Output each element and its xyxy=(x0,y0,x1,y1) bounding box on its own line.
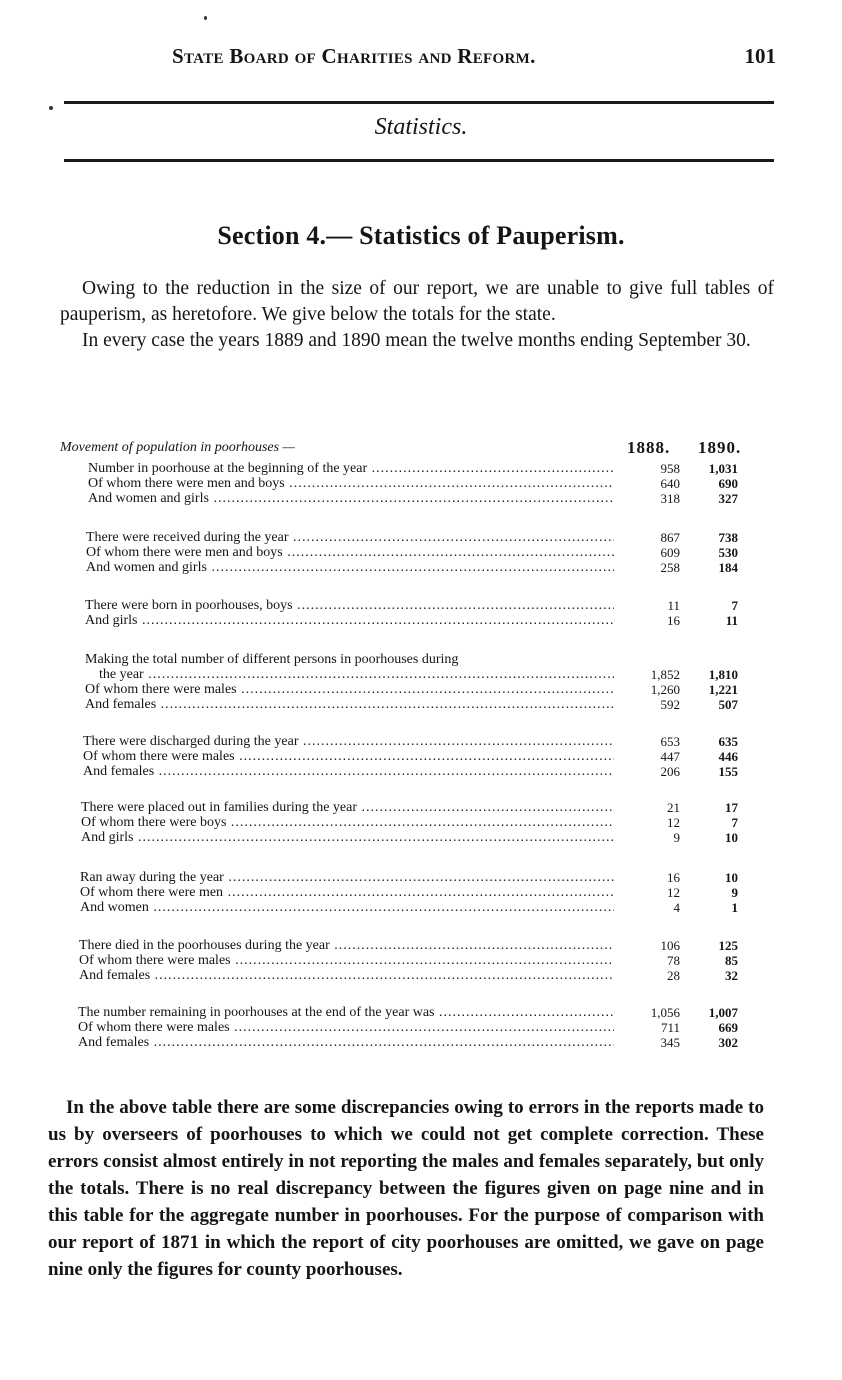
header-rule-top xyxy=(64,101,774,104)
table-row xyxy=(0,800,842,815)
value-1890: 690 xyxy=(718,476,738,491)
value-1888: 16 xyxy=(667,870,680,885)
table-row xyxy=(0,749,842,764)
table-group xyxy=(0,800,842,845)
value-1890: 7 xyxy=(731,815,738,830)
value-1890: 184 xyxy=(718,560,738,575)
table-row xyxy=(0,476,842,491)
value-1890: 327 xyxy=(718,491,738,506)
value-1890: 11 xyxy=(725,613,738,628)
value-1888: 592 xyxy=(660,697,680,712)
value-1890: 125 xyxy=(718,938,738,953)
column-header-1890: 1890. xyxy=(698,438,742,457)
table-row xyxy=(0,938,842,953)
table-group xyxy=(0,938,842,983)
value-1888: 711 xyxy=(660,1020,680,1035)
table-group xyxy=(0,870,842,915)
value-1890: 10 xyxy=(725,870,738,885)
intro-paragraph: In every case the years 1889 and 1890 mean the twelve months ending September 30. xyxy=(82,330,751,351)
table-row xyxy=(0,953,842,968)
table-row xyxy=(0,900,842,915)
table-row xyxy=(0,1020,842,1035)
value-1890: 1 xyxy=(731,900,738,915)
value-1890: 85 xyxy=(725,953,738,968)
table-header xyxy=(60,440,760,460)
row-label: There died in the poorhouses during the year ..... xyxy=(79,938,614,953)
section-label: Statistics. xyxy=(374,114,468,140)
table-row xyxy=(0,491,842,506)
row-label: Of whom there were males ..... xyxy=(85,682,614,697)
row-label: the year ..... xyxy=(99,667,614,682)
value-1890: 9 xyxy=(731,885,738,900)
value-1888: 345 xyxy=(660,1035,680,1050)
value-1888: 9 xyxy=(673,830,680,845)
value-1890: 669 xyxy=(718,1020,738,1035)
value-1888: 4 xyxy=(673,900,680,915)
column-header-1888: 1888. xyxy=(627,438,671,457)
table-row xyxy=(0,764,842,779)
table-group xyxy=(0,1005,842,1050)
value-1890: 1,810 xyxy=(708,667,738,682)
closing-paragraph: In the above table there are some discrepancies owing to errors in the reports made to us by overseers of poorhouses to which we could not get complete correction. These errors consist almost entirely in not reporting the males and females separately, but only the totals. There is no real discrepancy between the figures given on page nine and in this table for the aggregate number in poorhouses. For the purpose of comparison with our report of 1871 in which the report of city poorhouses are omitted, we gave on page nine only the figures for county poorhouses. xyxy=(48,1097,764,1280)
row-label: There were placed out in families during the year ..... xyxy=(81,800,614,815)
value-1888: 16 xyxy=(667,613,680,628)
table-row xyxy=(0,734,842,749)
row-label: Of whom there were boys ..... xyxy=(81,815,614,830)
row-label: Ran away during the year ..... xyxy=(80,870,614,885)
value-1888: 958 xyxy=(660,461,680,476)
table-row xyxy=(0,968,842,983)
value-1888: 653 xyxy=(660,734,680,749)
value-1890: 507 xyxy=(718,697,738,712)
value-1888: 867 xyxy=(660,530,680,545)
value-1890: 635 xyxy=(718,734,738,749)
table-group xyxy=(0,530,842,575)
value-1890: 302 xyxy=(718,1035,738,1050)
value-1888: 12 xyxy=(667,815,680,830)
row-label: Number in poorhouse at the beginning of the year ..... xyxy=(88,461,614,476)
value-1890: 17 xyxy=(725,800,738,815)
row-label: Of whom there were males ..... xyxy=(78,1020,614,1035)
print-speck xyxy=(49,106,53,110)
running-head xyxy=(172,44,778,72)
row-label: And women and girls ..... xyxy=(86,560,614,575)
value-1888: 318 xyxy=(660,491,680,506)
value-1888: 640 xyxy=(660,476,680,491)
table-row xyxy=(0,697,842,712)
page-number: 101 xyxy=(744,44,776,68)
table-group xyxy=(0,598,842,628)
intro-paragraph: Owing to the reduction in the size of our report, we are unable to give full tables of pauperism, as heretofore. We give below the totals for the state. xyxy=(60,278,774,325)
table-row xyxy=(0,1035,842,1050)
value-1890: 446 xyxy=(718,749,738,764)
intro-text xyxy=(60,276,774,354)
table-row xyxy=(0,598,842,613)
row-label: Of whom there were men ..... xyxy=(80,885,614,900)
table-row xyxy=(0,545,842,560)
table-row xyxy=(0,830,842,845)
row-label: Of whom there were men and boys ..... xyxy=(88,476,614,491)
row-label: And females ..... xyxy=(78,1035,614,1050)
table-row xyxy=(0,560,842,575)
value-1890: 1,221 xyxy=(708,682,738,697)
value-1888: 447 xyxy=(660,749,680,764)
value-1890: 32 xyxy=(725,968,738,983)
table-group xyxy=(0,652,842,712)
row-label: Of whom there were males ..... xyxy=(83,749,614,764)
value-1888: 1,056 xyxy=(650,1005,680,1020)
table-row xyxy=(0,1005,842,1020)
value-1890: 7 xyxy=(731,598,738,613)
value-1888: 609 xyxy=(660,545,680,560)
row-label: And women and girls ..... xyxy=(88,491,614,506)
row-label: And girls ..... xyxy=(85,613,614,628)
row-label: Of whom there were males ..... xyxy=(79,953,614,968)
print-speck xyxy=(204,16,207,20)
value-1890: 1,031 xyxy=(708,461,738,476)
value-1888: 12 xyxy=(667,885,680,900)
row-label: The number remaining in poorhouses at the end of the year was ..... xyxy=(78,1005,614,1020)
value-1890: 530 xyxy=(718,545,738,560)
table-row xyxy=(0,461,842,476)
value-1888: 21 xyxy=(667,800,680,815)
value-1888: 28 xyxy=(667,968,680,983)
table-row xyxy=(0,870,842,885)
table-row xyxy=(0,667,842,682)
value-1888: 11 xyxy=(667,598,680,613)
row-label: And females ..... xyxy=(85,697,614,712)
table-caption: Movement of population in poorhouses — xyxy=(60,440,296,455)
row-label: And girls ..... xyxy=(81,830,614,845)
table-row xyxy=(0,682,842,697)
table-row xyxy=(0,885,842,900)
table-row xyxy=(0,815,842,830)
row-label: Making the total number of different persons in poorhouses during xyxy=(85,652,459,667)
value-1890: 10 xyxy=(725,830,738,845)
row-label: And females ..... xyxy=(83,764,614,779)
value-1888: 206 xyxy=(660,764,680,779)
row-label: There were received during the year ..... xyxy=(86,530,614,545)
value-1888: 106 xyxy=(660,938,680,953)
row-label: There were discharged during the year ..... xyxy=(83,734,614,749)
value-1890: 1,007 xyxy=(708,1005,738,1020)
value-1888: 1,260 xyxy=(650,682,680,697)
header-rule-bottom xyxy=(64,159,774,162)
table-group xyxy=(0,734,842,779)
table-row xyxy=(0,652,842,667)
value-1888: 78 xyxy=(667,953,680,968)
value-1890: 738 xyxy=(718,530,738,545)
row-label: And women ..... xyxy=(80,900,614,915)
row-label: Of whom there were men and boys ..... xyxy=(86,545,614,560)
running-title: State Board of Charities and Reform. xyxy=(172,44,536,68)
section-title: Section 4.— Statistics of Pauperism. xyxy=(217,221,625,250)
value-1890: 155 xyxy=(718,764,738,779)
table-row xyxy=(0,530,842,545)
value-1888: 258 xyxy=(660,560,680,575)
value-1888: 1,852 xyxy=(650,667,680,682)
table-group xyxy=(0,461,842,506)
row-label: There were born in poorhouses, boys ..... xyxy=(85,598,614,613)
table-row xyxy=(0,613,842,628)
row-label: And females ..... xyxy=(79,968,614,983)
